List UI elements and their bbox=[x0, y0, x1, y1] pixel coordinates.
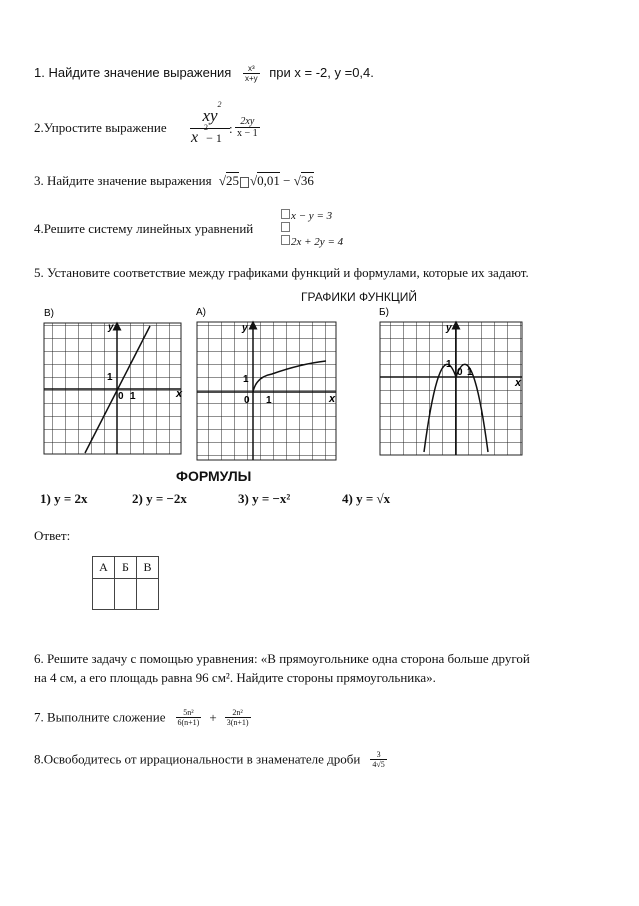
q7-frac2 bbox=[225, 708, 251, 727]
q2-frac1-den-exp: 2 bbox=[204, 123, 208, 132]
q7-plus: + bbox=[209, 709, 217, 725]
q1-frac-den: x+y bbox=[244, 74, 258, 83]
q6-line2: на 4 см, а его площадь равна 96 см². Найдите стороны прямоугольника». bbox=[34, 670, 436, 685]
graph-b-one-x: 1 bbox=[467, 367, 473, 378]
graph-b-x-label: x bbox=[515, 377, 522, 389]
graph-v-label: В) bbox=[44, 308, 54, 319]
q8-text: 8.Освободитесь от иррациональности в знаменателе дроби bbox=[34, 751, 361, 767]
q2-text: 2.Упростите выражение bbox=[34, 120, 167, 135]
answer-table bbox=[92, 556, 159, 610]
q3: 3. Найдите значение выражения √25 √0,01 − √36 bbox=[34, 173, 314, 188]
q2-frac1-num: xy bbox=[202, 106, 218, 125]
graph-v-x-label: x bbox=[176, 388, 183, 400]
graph-a-label: А) bbox=[196, 307, 206, 318]
q5-formulas-title: ФОРМУЛЫ bbox=[176, 468, 252, 484]
graph-a-one-x: 1 bbox=[266, 395, 272, 406]
graph-b-y-label: y bbox=[446, 323, 452, 334]
graph-v-one-x: 1 bbox=[130, 391, 136, 402]
graph-a-one: 1 bbox=[243, 374, 249, 385]
q1-frac-num: x³ bbox=[243, 64, 260, 74]
answer-label: Ответ: bbox=[34, 528, 71, 543]
q8-frac: $\frac{3}{4√5}$ bbox=[372, 750, 385, 769]
graph-b bbox=[379, 307, 522, 455]
q1-condition: при x = -2, y =0,4. bbox=[269, 64, 374, 80]
graph-a-zero: 0 bbox=[244, 395, 250, 406]
q2-frac2-den: x − 1 bbox=[237, 128, 258, 139]
q7-frac2-num: 2n² bbox=[225, 708, 251, 718]
answer-header-a: А bbox=[93, 557, 115, 579]
q1-text: 1. Найдите значение выражения bbox=[34, 64, 232, 80]
graph-v-one: 1 bbox=[107, 372, 113, 383]
q7-frac1 bbox=[176, 708, 202, 727]
graph-v-y-label: y bbox=[108, 322, 114, 333]
q2-frac1-den: x bbox=[191, 129, 199, 146]
graph-b-one: 1 bbox=[446, 359, 452, 370]
formula-1: 1) y = 2x bbox=[40, 491, 88, 506]
q8 bbox=[34, 750, 387, 769]
q2-colon: : bbox=[229, 121, 233, 136]
answer-cell-a[interactable] bbox=[93, 579, 115, 610]
q8-num: 3 bbox=[370, 750, 386, 760]
graph-v-zero: 0 bbox=[118, 391, 124, 402]
answer-cell-b[interactable] bbox=[115, 579, 137, 610]
graph-b-zero: 0 bbox=[457, 367, 463, 378]
formula-3: 3) y = −x² bbox=[238, 491, 291, 506]
q2-frac1-den-rest: − 1 bbox=[203, 131, 222, 145]
graph-b-grid bbox=[380, 322, 522, 455]
q7 bbox=[34, 708, 251, 727]
q8-den-coef: 4 bbox=[372, 760, 377, 769]
q4-text: 4.Решите систему линейных уравнений bbox=[34, 221, 254, 236]
answer-header-b: Б bbox=[115, 557, 137, 579]
graph-b-label: Б) bbox=[379, 307, 389, 318]
q8-den-rad: 5 bbox=[380, 760, 385, 769]
q3-minus: − bbox=[283, 173, 291, 188]
q7-frac1-den: 6(n+1) bbox=[177, 718, 200, 727]
graph-a bbox=[196, 307, 336, 460]
q5-text: 5. Установите соответствие между графиками функций и формулами, которые их задают. bbox=[34, 265, 529, 280]
q6-line1: 6. Решите задачу с помощью уравнения: «В прямоугольнике одна сторона больше другой bbox=[34, 651, 530, 666]
q5-graphs-title: ГРАФИКИ ФУНКЦИЙ bbox=[301, 290, 417, 304]
q4-eq2: 2x + 2y = 4 bbox=[291, 236, 344, 248]
q3-root1: 25 bbox=[225, 173, 239, 188]
q3-root2: 0,01 bbox=[257, 173, 280, 188]
answer-header-v: В bbox=[137, 557, 159, 579]
formula-2: 2) y = −2x bbox=[132, 491, 187, 506]
q2-frac2-num: 2xy bbox=[235, 116, 260, 128]
graph-v bbox=[44, 308, 183, 454]
graph-a-x-label: x bbox=[329, 393, 336, 405]
graph-a-grid bbox=[197, 322, 336, 460]
q7-frac2-den: 3(n+1) bbox=[226, 718, 249, 727]
q3-root3: 36 bbox=[300, 173, 314, 188]
formula-4: 4) y = √x bbox=[342, 491, 391, 506]
answer-cell-v[interactable] bbox=[137, 579, 159, 610]
q3-text: 3. Найдите значение выражения bbox=[34, 173, 212, 188]
q2-frac1-num-exp: 2 bbox=[217, 100, 222, 109]
q7-text: 7. Выполните сложение bbox=[34, 709, 166, 725]
q4-eq1: x − y = 3 bbox=[291, 210, 333, 222]
q7-frac1-num: 5n² bbox=[176, 708, 202, 718]
graph-a-y-label: y bbox=[242, 323, 248, 334]
